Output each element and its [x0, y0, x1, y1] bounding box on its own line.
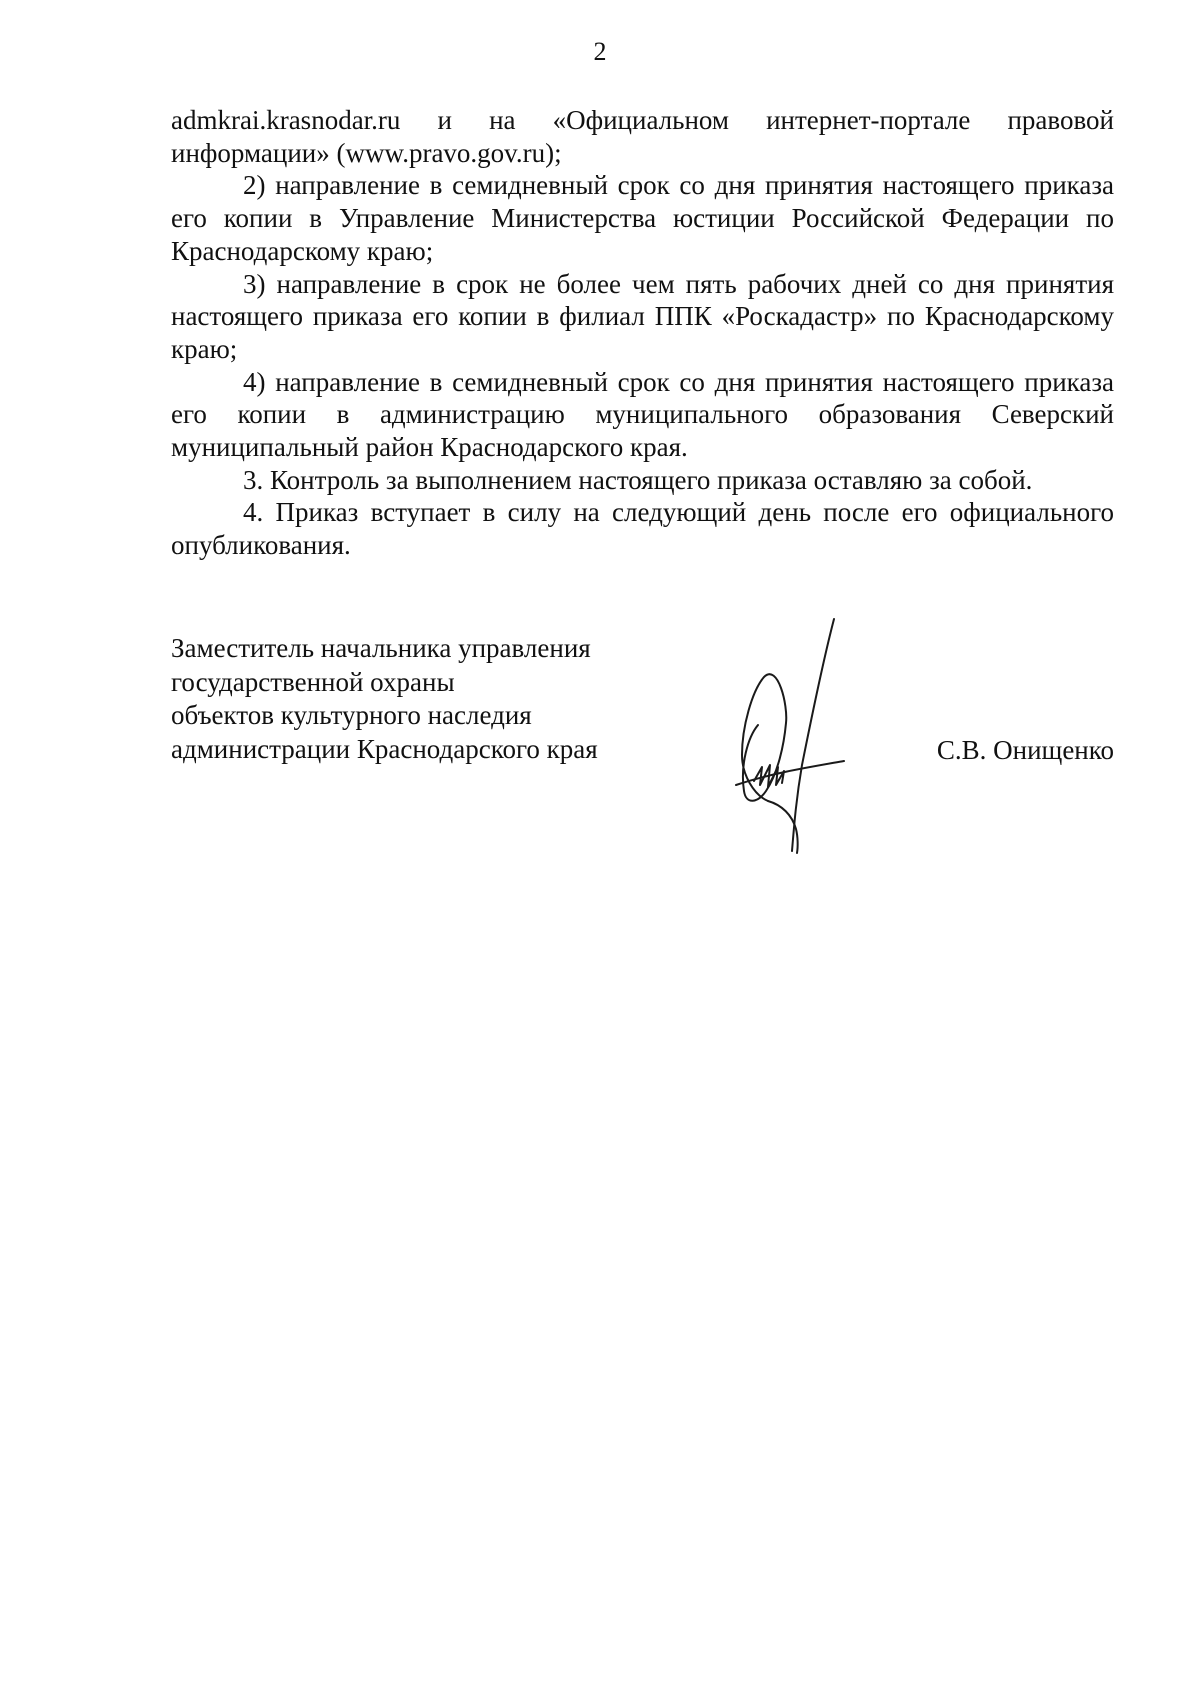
signatory-position: [171, 632, 641, 766]
signer-name: С.В. Онищенко: [936, 735, 1114, 765]
paragraph-publication-continued: admkrai.krasnodar.ru и на «Официальном интернет-портале правовой информации» (www.pravo.gov.ru);: [171, 105, 1114, 168]
position-line: государственной охраны: [171, 666, 455, 697]
position-line: объектов культурного наследия: [171, 700, 532, 730]
position-line: Заместитель начальника управления: [171, 633, 591, 663]
page-number: 2: [593, 37, 607, 66]
paragraph-item-4: 4) направление в семидневный срок со дня принятия настоящего приказа его копии в администрацию муниципального образования Северский муниципальный район Краснодарского края.: [171, 366, 1114, 463]
paragraph-item-3: 3) направление в срок не более чем пять рабочих дней со дня принятия настоящего приказа его копии в филиал ППК «Роскадастр» по Краснодарскому краю;: [171, 268, 1114, 364]
signature-cross-stroke: [736, 761, 844, 785]
paragraph-item-2: 2) направление в семидневный срок со дня принятия настоящего приказа его копии в Управление Министерства юстиции Российской Федерации по Краснодарскому краю;: [171, 170, 1114, 266]
signature-long-stroke: [792, 619, 834, 851]
handwritten-signature: [712, 615, 862, 855]
document-body: [171, 104, 1114, 562]
paragraph-clause-4: 4. Приказ вступает в силу на следующий день после его официального опубликования.: [171, 497, 1114, 561]
position-line: администрации Краснодарского края: [171, 733, 598, 764]
signature-scribble: [754, 765, 784, 787]
paragraph-clause-3: 3. Контроль за выполнением настоящего приказа оставляю за собой.: [243, 464, 1033, 495]
